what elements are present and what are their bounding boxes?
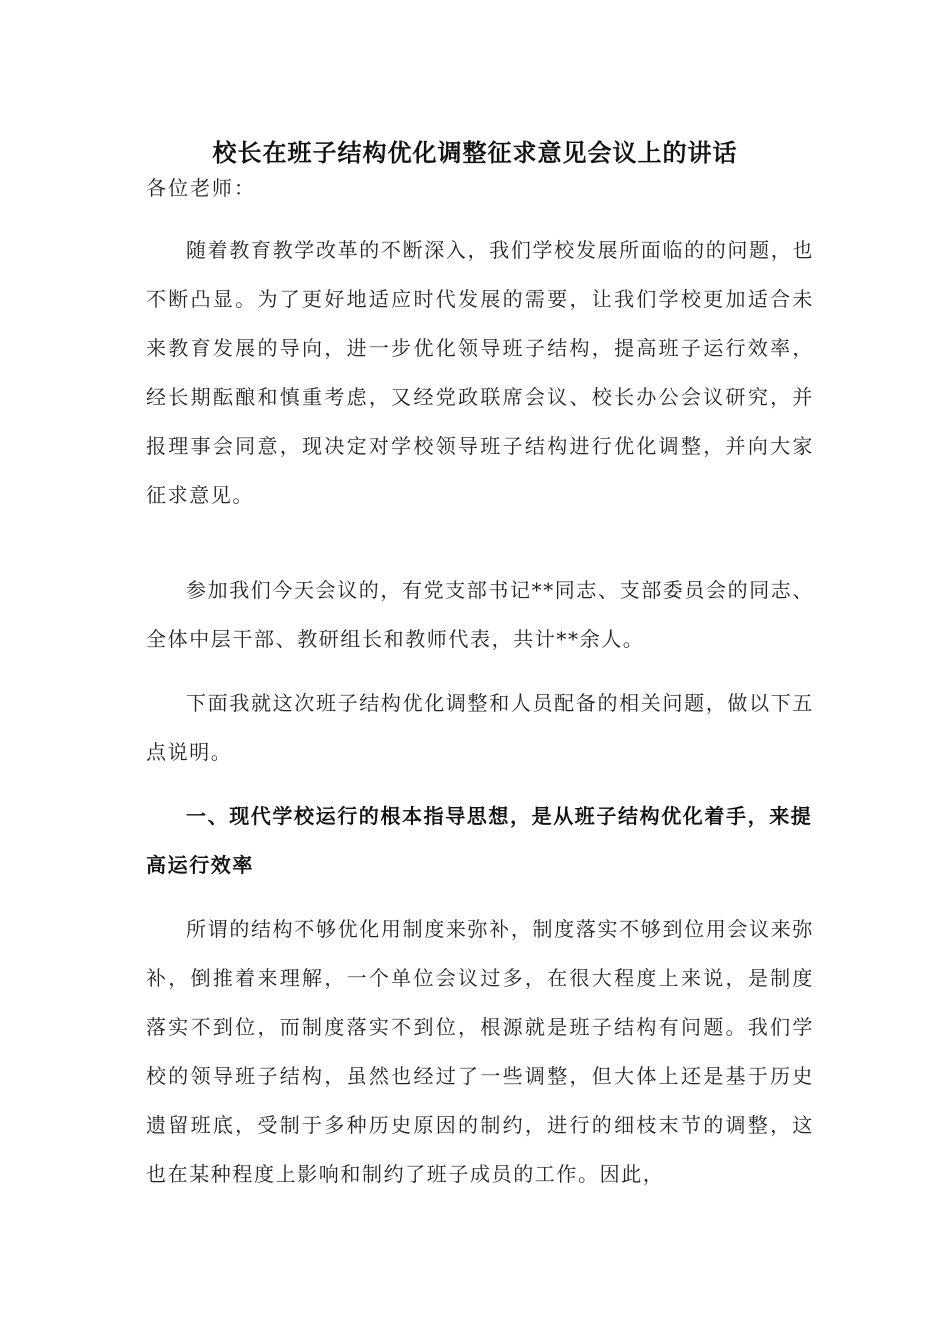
body-paragraph: 随着教育教学改革的不断深入，我们学校发展所面临的的问题，也不断凸显。为了更好地适应时代发展的需要，让我们学校更加适合未来教育发展的导向，进一步优化领导班子结构，提高班子运行效率，经长期酝酿和慎重考虑，又经党政联席会议、校长办公会议研究，并报理事会同意，现决定对学校领导班子结构进行优化调整，并向大家征求意见。 bbox=[146, 238, 814, 507]
document-title: 校长在班子结构优化调整征求意见会议上的讲话 bbox=[212, 138, 738, 167]
body-paragraph: 参加我们今天会议的，有党支部书记**同志、支部委员会的同志、全体中层干部、教研组长和教师代表，共计**余人。 bbox=[146, 578, 814, 651]
body-paragraph: 下面我就这次班子结构优化调整和人员配备的相关问题，做以下五点说明。 bbox=[146, 691, 814, 764]
salutation: 各位老师： bbox=[146, 176, 256, 200]
section-heading: 一、现代学校运行的根本指导思想，是从班子结构优化着手，来提高运行效率 bbox=[146, 804, 813, 877]
body-paragraph: 所谓的结构不够优化用制度来弥补，制度落实不够到位用会议来弥补，倒推着来理解，一个单位会议过多，在很大程度上来说，是制度落实不到位，而制度落实不到位，根源就是班子结构有问题。我们学校的领导班子结构，虽然也经过了一些调整，但大体上还是基于历史遗留班底，受制于多种历史原因的制约，进行的细枝末节的调整，这也在某种程度上影响和制约了班子成员的工作。因此， bbox=[146, 917, 814, 1186]
